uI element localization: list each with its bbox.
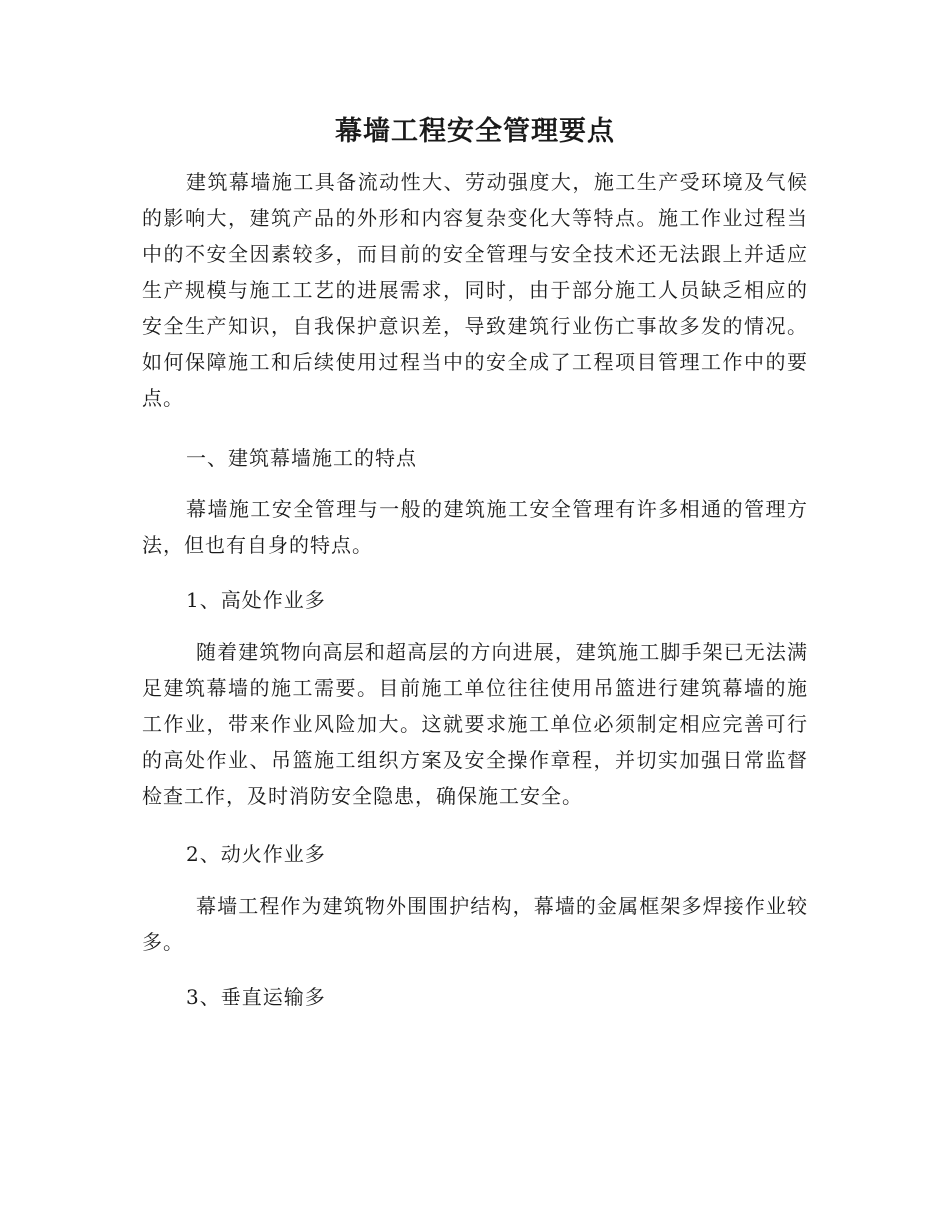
section-heading-features: 一、建筑幕墙施工的特点 bbox=[186, 446, 417, 470]
document-title: 幕墙工程安全管理要点 bbox=[335, 116, 615, 147]
item-paragraph-hot-work: 幕墙工程作为建筑物外围围护结构，幕墙的金属框架多焊接作业较多。 bbox=[142, 894, 808, 954]
item-paragraph-high-altitude: 随着建筑物向高层和超高层的方向进展，建筑施工脚手架已无法满足建筑幕墙的施工需要。目前施工单位往往使用吊篮进行建筑幕墙的施工作业，带来作业风险加大。这就要求施工单位必须制定相应完善可行的高处作业、吊篮施工组织方案及安全操作章程，并切实加强日常监督检查工作，及时消防安全隐患，确保施工安全。 bbox=[142, 640, 808, 808]
item-heading-high-altitude: 1、高处作业多 bbox=[186, 588, 326, 612]
item-heading-hot-work: 2、动火作业多 bbox=[186, 842, 326, 866]
item-heading-vertical-transport: 3、垂直运输多 bbox=[186, 985, 326, 1009]
section-paragraph-features: 幕墙施工安全管理与一般的建筑施工安全管理有许多相通的管理方法，但也有自身的特点。 bbox=[142, 497, 808, 557]
intro-paragraph: 建筑幕墙施工具备流动性大、劳动强度大，施工生产受环境及气候的影响大，建筑产品的外形和内容复杂变化大等特点。施工作业过程当中的不安全因素较多，而目前的安全管理与安全技术还无法跟上并适应生产规模与施工工艺的进展需求，同时，由于部分施工人员缺乏相应的安全生产知识，自我保护意识差，导致建筑行业伤亡事故多发的情况。如何保障施工和后续使用过程当中的安全成了工程项目管理工作中的要点。 bbox=[142, 170, 808, 410]
